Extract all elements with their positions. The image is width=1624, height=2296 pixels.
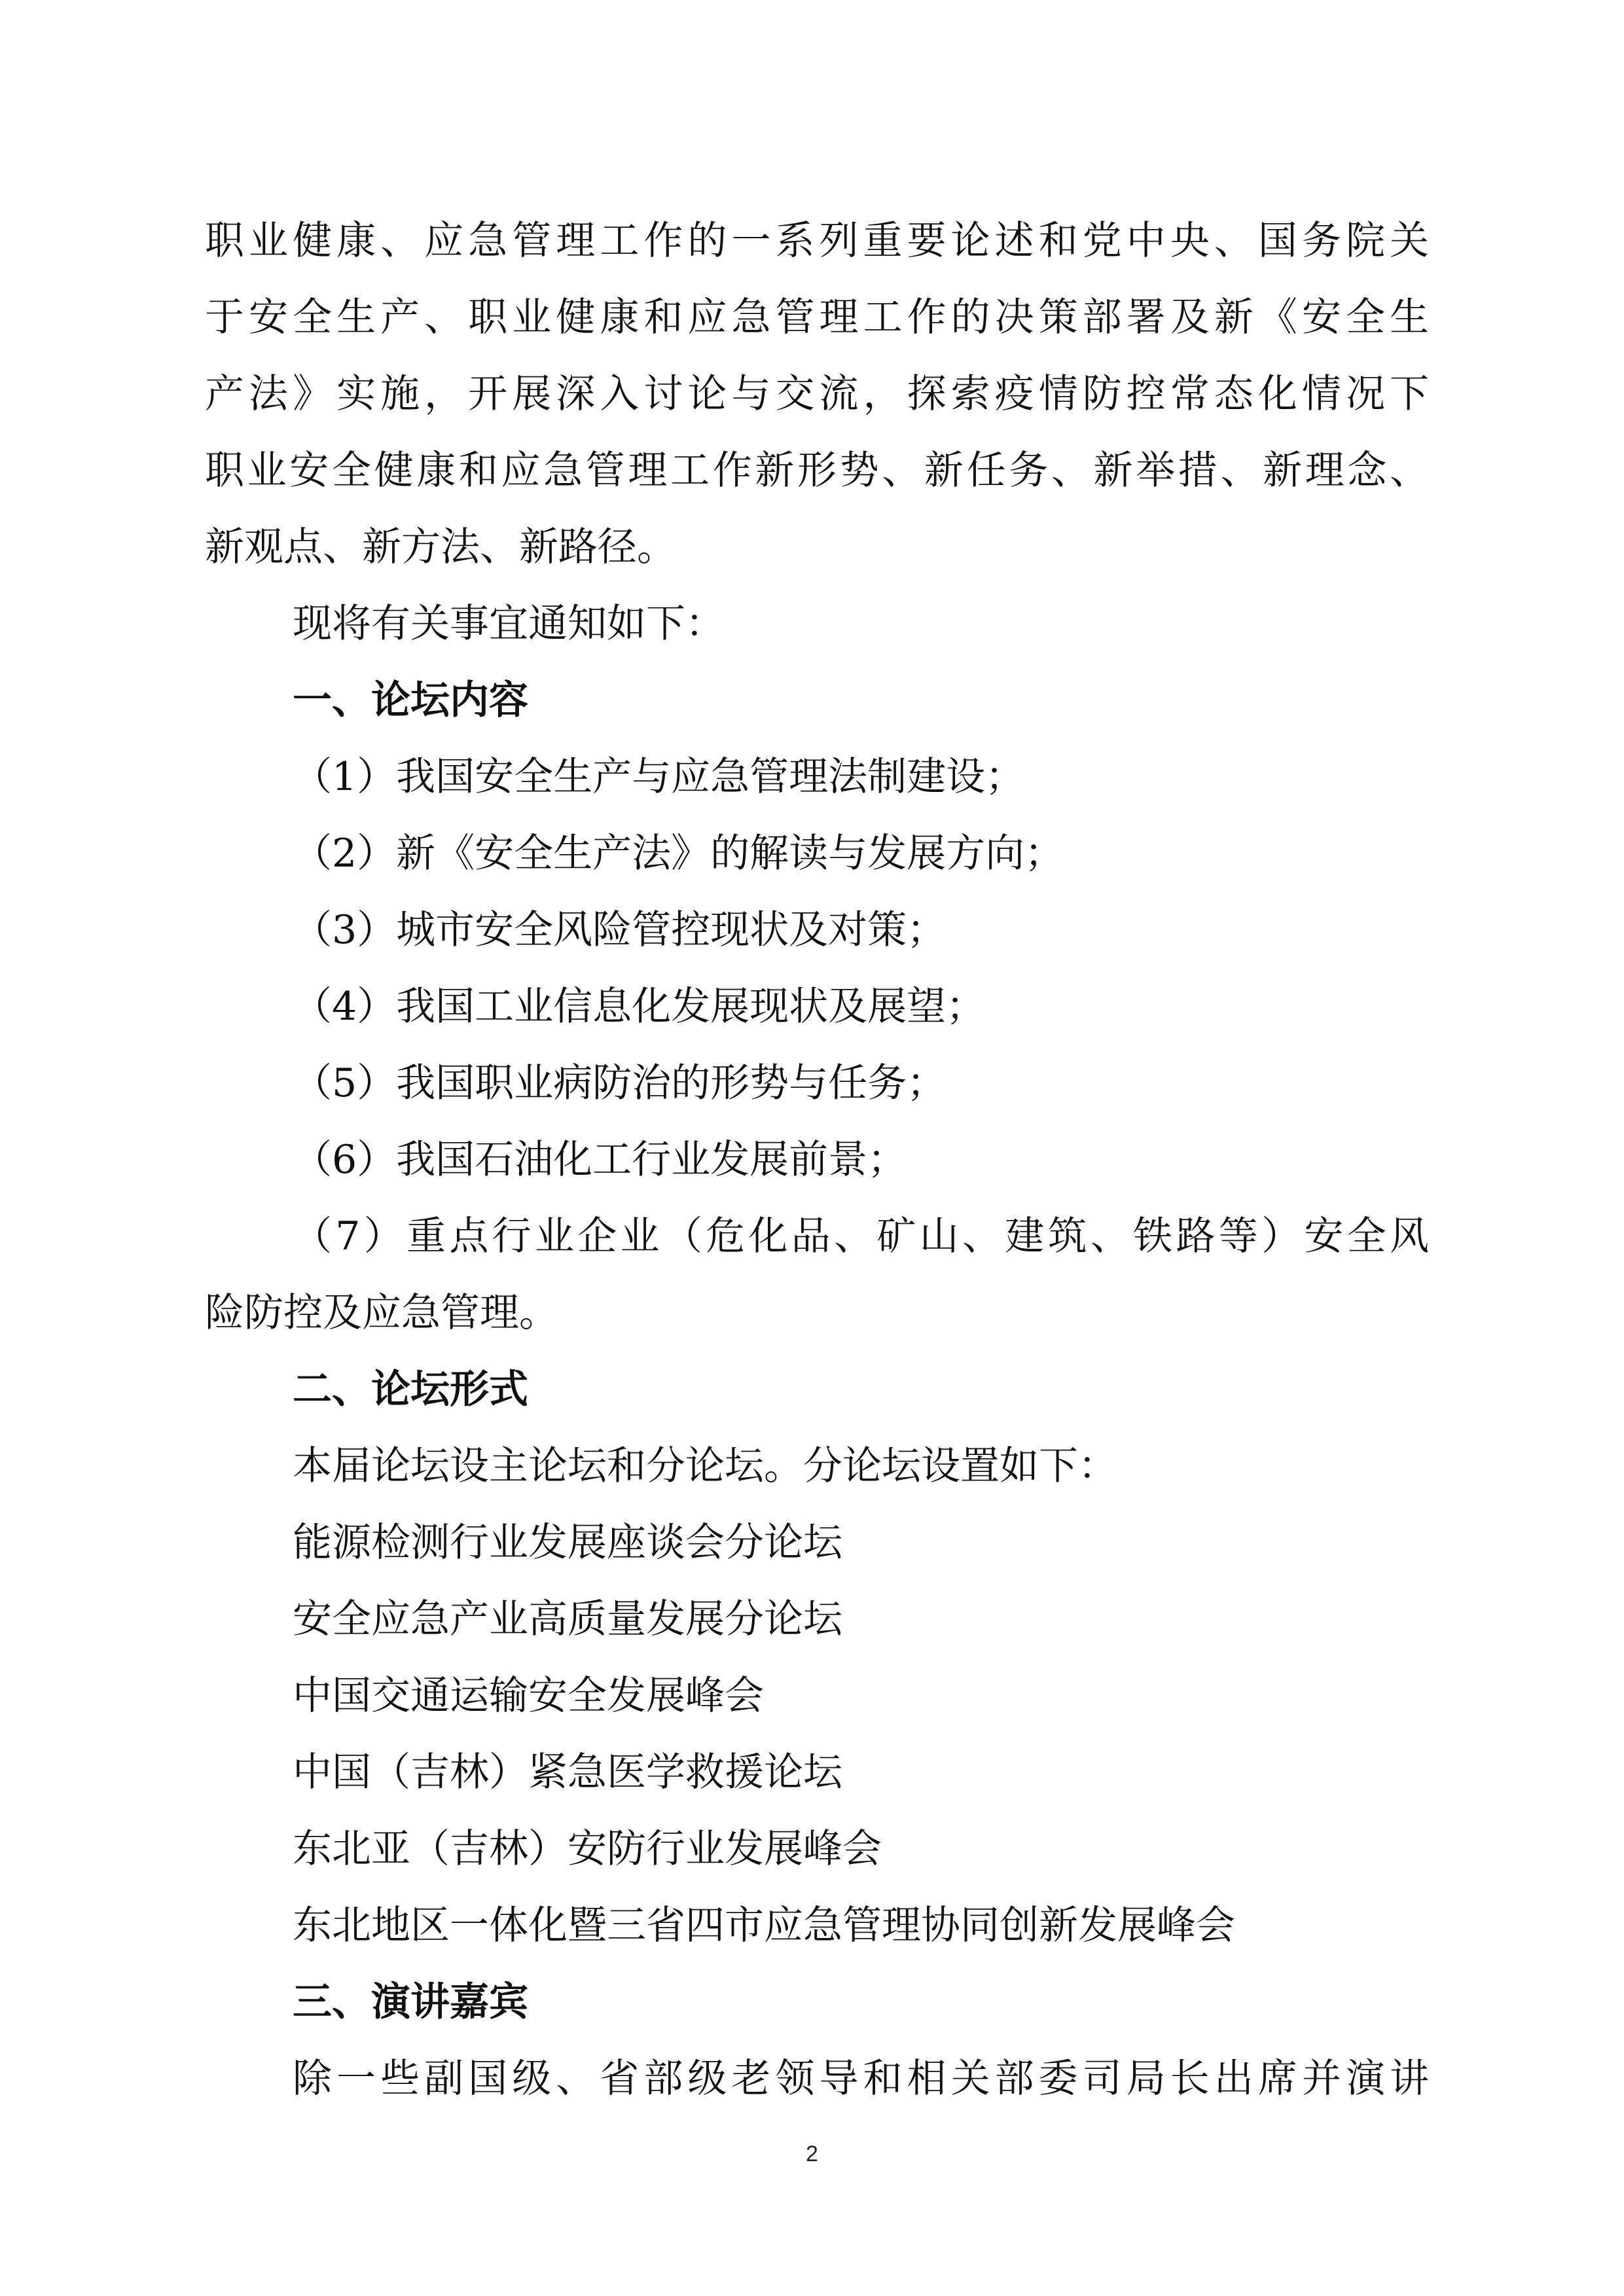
- speakers-paragraph-line-1: 除一些副国级、省部级老领导和相关部委司局长出席并演讲: [293, 2056, 1429, 2102]
- list-item: （3）城市安全风险管控现状及对策；: [293, 907, 947, 953]
- document-body: [205, 203, 1429, 2117]
- list-item: （4）我国工业信息化发展现状及展望；: [293, 984, 986, 1030]
- section-heading-forum-format: 二、论坛形式: [293, 1367, 528, 1412]
- intro-paragraph-line-5: 新观点、新方法、新路径。: [205, 524, 676, 570]
- list-item-7-line-1: （7）重点行业企业（危化品、矿山、建筑、铁路等）安全风: [293, 1213, 1429, 1259]
- list-item: （5）我国职业病防治的形势与任务；: [293, 1060, 947, 1106]
- intro-paragraph-line-4: 职业安全健康和应急管理工作新形势、新任务、新举措、新理念、: [205, 448, 1429, 493]
- subforum-item: 中国交通运输安全发展峰会: [293, 1673, 764, 1719]
- list-item: （6）我国石油化工行业发展前景；: [293, 1137, 907, 1183]
- subforum-item: 能源检测行业发展座谈会分论坛: [293, 1520, 842, 1566]
- subforum-item: 安全应急产业高质量发展分论坛: [293, 1596, 842, 1642]
- intro-paragraph-line-3: 产法》实施，开展深入讨论与交流，探索疫情防控常态化情况下: [205, 371, 1429, 417]
- intro-paragraph-line-1: 职业健康、应急管理工作的一系列重要论述和党中央、国务院关: [205, 218, 1429, 264]
- list-item: （1）我国安全生产与应急管理法制建设；: [293, 754, 1025, 800]
- section-heading-forum-content: 一、论坛内容: [293, 677, 528, 723]
- subforum-item: 东北地区一体化暨三省四市应急管理协同创新发展峰会: [293, 1903, 1235, 1948]
- list-item: （2）新《安全生产法》的解读与发展方向；: [293, 831, 1064, 876]
- page-number: 2: [806, 2142, 818, 2166]
- notice-line: 现将有关事宜通知如下：: [293, 601, 725, 647]
- subforum-item: 东北亚（吉林）安防行业发展峰会: [293, 1826, 882, 1872]
- forum-format-intro: 本届论坛设主论坛和分论坛。分论坛设置如下：: [293, 1443, 1117, 1489]
- list-item-7-line-2: 险防控及应急管理。: [205, 1290, 558, 1336]
- intro-paragraph-line-2: 于安全生产、职业健康和应急管理工作的决策部署及新《安全生: [205, 295, 1429, 340]
- subforum-item: 中国（吉林）紧急医学救援论坛: [293, 1749, 842, 1795]
- section-heading-speakers: 三、演讲嘉宾: [293, 1979, 528, 2025]
